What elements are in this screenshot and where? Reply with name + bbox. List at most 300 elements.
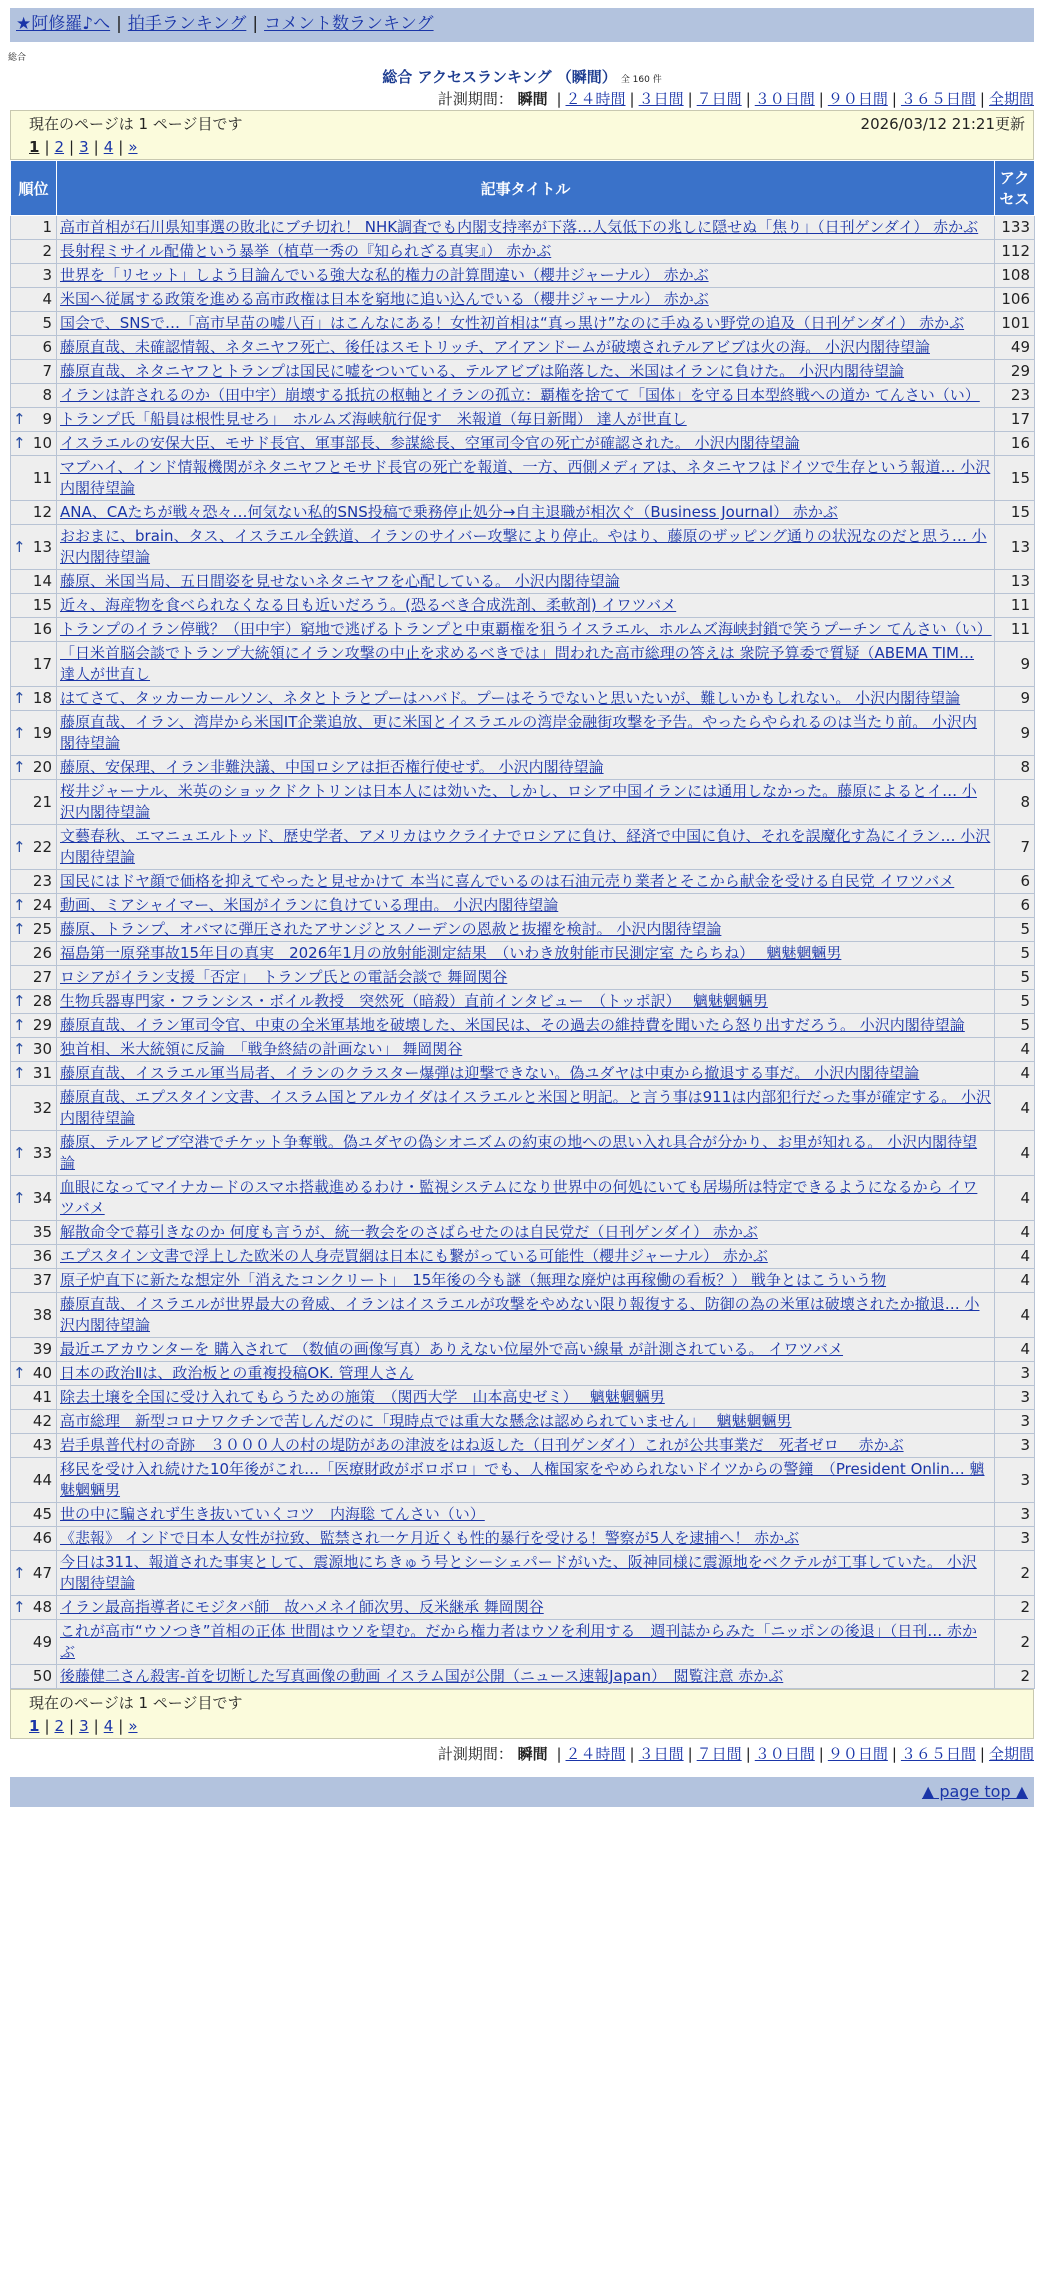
article-link[interactable]: 岩手県普代村の奇跡 ３０００人の村の堤防があの津波をはね返した（日刊ゲンダイ）これが公共事業だ 死者ゼロ 赤かぶ bbox=[60, 1436, 904, 1454]
access-count: 4 bbox=[995, 1293, 1035, 1338]
article-link[interactable]: 桜井ジャーナル、米英のショックドクトリンは日本人には効いた、しかし、ロシア中国イランには通用しなかった。藤原によるとイ… 小沢内閣待望論 bbox=[60, 782, 977, 821]
title-cell bbox=[57, 894, 995, 918]
period-selector-bottom bbox=[10, 1743, 1034, 1765]
access-header: アクセス bbox=[995, 161, 1035, 216]
title-cell bbox=[57, 570, 995, 594]
rank-number: 1 bbox=[42, 218, 52, 236]
separator: | bbox=[93, 138, 99, 156]
rank-cell bbox=[11, 1620, 57, 1665]
table-row bbox=[11, 456, 1035, 501]
table-row bbox=[11, 1434, 1035, 1458]
article-link[interactable]: 高市首相が石川県知事選の敗北にブチ切れ！ NHK調査でも内閣支持率が下落…人気低下の兆しに隠せぬ「焦り」（日刊ゲンダイ） 赤かぶ bbox=[60, 218, 979, 236]
separator: | bbox=[44, 1717, 50, 1735]
article-link[interactable]: 藤原直哉、ネタニヤフとトランプは国民に嘘をついている、テルアビブは陥落した、米国はイランに負けた。 小沢内閣待望論 bbox=[60, 362, 905, 380]
rank-cell bbox=[11, 240, 57, 264]
article-link[interactable]: イランは許されるのか（田中宇）崩壊する抵抗の枢軸とイランの孤立：覇権を捨てて「国体」を守る日本型終戦への道か てんさい（い） bbox=[60, 386, 980, 404]
page-link[interactable]: 3 bbox=[79, 1717, 89, 1735]
access-count: 4 bbox=[995, 1245, 1035, 1269]
access-count: 4 bbox=[995, 1062, 1035, 1086]
access-count: 4 bbox=[995, 1338, 1035, 1362]
separator: | bbox=[93, 1717, 99, 1735]
table-row bbox=[11, 1620, 1035, 1665]
rank-number: 17 bbox=[32, 654, 52, 673]
access-count: 5 bbox=[995, 1014, 1035, 1038]
table-row bbox=[11, 288, 1035, 312]
article-link[interactable]: 藤原直哉、イスラエル軍当局者、イランのクラスター爆弾は迎撃できない。偽ユダヤは中東から撤退する事だ。 小沢内閣待望論 bbox=[60, 1064, 920, 1082]
access-count: 8 bbox=[995, 780, 1035, 825]
article-link[interactable]: 除去土壌を全国に受け入れてもらうための施策 （関西大学 山本高史ゼミ） 魑魅魍魎男 bbox=[60, 1388, 665, 1406]
rank-number: 32 bbox=[32, 1098, 52, 1117]
article-link[interactable]: 《悲報》 インドで日本人女性が拉致、監禁され一ケ月近くも性的暴行を受ける！警察が5人を逮捕へ！ 赤かぶ bbox=[60, 1529, 800, 1547]
rank-number: 43 bbox=[32, 1436, 52, 1454]
rank-cell bbox=[11, 687, 57, 711]
title-cell bbox=[57, 360, 995, 384]
access-count: 6 bbox=[995, 870, 1035, 894]
title-cell bbox=[57, 408, 995, 432]
rank-number: 22 bbox=[32, 837, 52, 856]
period-current: 瞬間 bbox=[517, 1745, 548, 1763]
article-link[interactable]: 藤原、トランプ、オバマに弾圧されたアサンジとスノーデンの恩赦と抜擢を検討。 小沢内閣待望論 bbox=[60, 920, 722, 938]
separator: | bbox=[818, 1745, 824, 1763]
table-row bbox=[11, 216, 1035, 240]
title-cell bbox=[57, 336, 995, 360]
period-option-link[interactable]: ３６５日間 bbox=[900, 90, 976, 108]
rank-cell bbox=[11, 870, 57, 894]
period-option-link[interactable]: ３６５日間 bbox=[900, 1745, 976, 1763]
rank-number: 7 bbox=[42, 362, 52, 380]
access-count: 101 bbox=[995, 312, 1035, 336]
rank-number: 21 bbox=[32, 792, 52, 811]
rank-cell bbox=[11, 711, 57, 756]
title-cell bbox=[57, 1362, 995, 1386]
article-link[interactable]: 近々、海産物を食べられなくなる日も近いだろう。(恐るべき合成洗剤、柔軟剤) イワツバメ bbox=[60, 596, 677, 614]
table-row bbox=[11, 1338, 1035, 1362]
access-count: 9 bbox=[995, 642, 1035, 687]
table-row bbox=[11, 408, 1035, 432]
article-link[interactable]: 文藝春秋、エマニュエルトッド、歴史学者、アメリカはウクライナでロシアに負け、経済で中国に負け、それを誤魔化す為にイラン… 小沢内閣待望論 bbox=[60, 827, 991, 866]
rank-number: 2 bbox=[42, 242, 52, 260]
access-count: 9 bbox=[995, 687, 1035, 711]
rank-cell bbox=[11, 780, 57, 825]
table-row bbox=[11, 1086, 1035, 1131]
table-row bbox=[11, 1551, 1035, 1596]
rank-up-arrow-icon: ↑ bbox=[13, 1188, 26, 1207]
clap-ranking-link[interactable]: 拍手ランキング bbox=[127, 14, 247, 34]
page-current[interactable]: 1 bbox=[29, 1717, 40, 1735]
article-link[interactable]: エプスタイン文書で浮上した欧米の人身売買網は日本にも繋がっている可能性（櫻井ジャーナル） 赤かぶ bbox=[60, 1247, 768, 1265]
pagination-top bbox=[10, 110, 1034, 160]
table-row bbox=[11, 336, 1035, 360]
article-link[interactable]: 移民を受け入れ続けた10年後がこれ…「医療財政がボロボロ」でも、人権国家をやめられないドイツからの警鐘 （President Onlin… 魑魅魍魎男 bbox=[60, 1460, 985, 1499]
separator: | bbox=[69, 1717, 75, 1735]
title-cell bbox=[57, 1014, 995, 1038]
article-link[interactable]: 国会で、SNSで…「高市早苗の嘘八百」はこんなにある！女性初首相は“真っ黒け”なのに手ぬるい野党の追及（日刊ゲンダイ） 赤かぶ bbox=[60, 314, 965, 332]
title-cell bbox=[57, 525, 995, 570]
rank-cell bbox=[11, 1665, 57, 1689]
rank-cell bbox=[11, 1362, 57, 1386]
table-row bbox=[11, 894, 1035, 918]
rank-cell bbox=[11, 1410, 57, 1434]
rank-up-arrow-icon: ↑ bbox=[13, 1040, 26, 1058]
rank-up-arrow-icon: ↑ bbox=[13, 1364, 26, 1382]
article-link[interactable]: イスラエルの安保大臣、モサド長官、軍事部長、参謀総長、空軍司令官の死亡が確認された。 小沢内閣待望論 bbox=[60, 434, 800, 452]
ranking-heading bbox=[0, 66, 1044, 88]
rank-up-arrow-icon: ↑ bbox=[13, 896, 26, 914]
rank-number: 35 bbox=[32, 1223, 52, 1241]
rank-number: 8 bbox=[42, 386, 52, 404]
rank-number: 41 bbox=[32, 1388, 52, 1406]
article-link[interactable]: 生物兵器専門家・フランシス・ボイル教授 突然死（暗殺）直前インタビュー （トッポ訳） 魑魅魍魎男 bbox=[60, 992, 768, 1010]
next-page-link[interactable]: » bbox=[128, 1717, 138, 1735]
table-row bbox=[11, 1062, 1035, 1086]
table-row bbox=[11, 1527, 1035, 1551]
separator: | bbox=[118, 1717, 124, 1735]
access-count: 4 bbox=[995, 1269, 1035, 1293]
rank-cell bbox=[11, 1458, 57, 1503]
period-option-link[interactable]: ３日間 bbox=[638, 90, 684, 108]
period-option-link[interactable]: ７日間 bbox=[696, 90, 742, 108]
access-count: 3 bbox=[995, 1434, 1035, 1458]
title-cell bbox=[57, 1434, 995, 1458]
article-link[interactable]: 「日米首脳会談でトランプ大統領にイラン攻撃の中止を求めるべきでは」問われた高市総理の答えは 衆院予算委で質疑（ABEMA TIM… 達人が世直し bbox=[60, 644, 975, 683]
article-link[interactable]: おおまに、brain、タス、イスラエル全鉄道、イランのサイバー攻撃により停止。やはり、藤原のザッピング通りの状況なのだと思う… 小沢内閣待望論 bbox=[60, 527, 987, 566]
rank-number: 13 bbox=[32, 537, 52, 556]
rank-cell bbox=[11, 288, 57, 312]
rank-cell bbox=[11, 825, 57, 870]
title-cell bbox=[57, 966, 995, 990]
table-row bbox=[11, 1596, 1035, 1620]
rank-header: 順位 bbox=[11, 161, 57, 216]
article-link[interactable]: 今日は311、報道された事実として、震源地にちきゅう号とシーシェパードがいた、阪神同様に震源地をベクテルが工事していた。 小沢内閣待望論 bbox=[60, 1553, 977, 1592]
rank-number: 31 bbox=[32, 1064, 52, 1082]
title-cell bbox=[57, 1620, 995, 1665]
footer-bar bbox=[10, 1777, 1034, 1807]
rank-cell bbox=[11, 456, 57, 501]
title-header: 記事タイトル bbox=[57, 161, 995, 216]
access-count: 3 bbox=[995, 1410, 1035, 1434]
article-link[interactable]: 動画、ミアシャイマー、米国がイランに負けている理由。 小沢内閣待望論 bbox=[60, 896, 559, 914]
period-option-link[interactable]: ３日間 bbox=[638, 1745, 684, 1763]
rank-number: 47 bbox=[32, 1563, 52, 1582]
page-link[interactable]: 4 bbox=[103, 138, 114, 156]
article-link[interactable]: 世の中に騙されず生き抜いていくコツ 内海聡 てんさい（い） bbox=[60, 1505, 485, 1523]
table-row bbox=[11, 990, 1035, 1014]
access-count: 5 bbox=[995, 990, 1035, 1014]
title-cell bbox=[57, 1221, 995, 1245]
title-cell bbox=[57, 1410, 995, 1434]
access-count: 3 bbox=[995, 1527, 1035, 1551]
table-row bbox=[11, 264, 1035, 288]
article-link[interactable]: 藤原直哉、エプスタイン文書、イスラム国とアルカイダはイスラエルと米国と明記。と言う事は911は内部犯行だった事が確定する。 小沢内閣待望論 bbox=[60, 1088, 992, 1127]
article-link[interactable]: 世界を「リセット」しよう目論んでいる強大な私的権力の計算間違い（櫻井ジャーナル） 赤かぶ bbox=[60, 266, 709, 284]
access-count: 106 bbox=[995, 288, 1035, 312]
period-option-link[interactable]: ２４時間 bbox=[565, 1745, 626, 1763]
table-row bbox=[11, 384, 1035, 408]
page-link[interactable]: 3 bbox=[79, 138, 89, 156]
table-row bbox=[11, 1458, 1035, 1503]
article-link[interactable]: マブハイ、インド情報機関がネタニヤフとモサド長官の死亡を報道、一方、西側メディアは、ネタニヤフはドイツで生存という報道… 小沢内閣待望論 bbox=[60, 458, 991, 497]
rank-up-arrow-icon: ↑ bbox=[13, 1598, 26, 1616]
article-link[interactable]: 藤原、安保理、イラン非難決議、中国ロシアは拒否権行使せず。 小沢内閣待望論 bbox=[60, 758, 604, 776]
rank-number: 4 bbox=[42, 290, 52, 308]
rank-cell bbox=[11, 942, 57, 966]
access-count: 16 bbox=[995, 432, 1035, 456]
title-cell bbox=[57, 756, 995, 780]
rank-up-arrow-icon: ↑ bbox=[13, 1016, 26, 1034]
article-link[interactable]: ロシアがイラン支援「否定」 トランプ氏との電話会談で 舞岡関谷 bbox=[60, 968, 508, 986]
rank-cell bbox=[11, 216, 57, 240]
access-count: 2 bbox=[995, 1665, 1035, 1689]
access-count: 7 bbox=[995, 825, 1035, 870]
access-count: 2 bbox=[995, 1551, 1035, 1596]
article-link[interactable]: 藤原直哉、イラン、湾岸から米国IT企業追放、更に米国とイスラエルの湾岸金融街攻撃を予告。やったらやられるのは当たり前。 小沢内閣待望論 bbox=[60, 713, 978, 752]
rank-cell bbox=[11, 1551, 57, 1596]
rank-number: 18 bbox=[32, 689, 52, 707]
rank-number: 33 bbox=[32, 1143, 52, 1162]
article-link[interactable]: トランプのイラン停戦？（田中宇）窮地で逃げるトランプと中東覇権を狙うイスラエル、ホルムズ海峡封鎖で笑うプーチン てんさい（い） bbox=[60, 620, 992, 638]
rank-cell bbox=[11, 894, 57, 918]
period-option-link[interactable]: ３０日間 bbox=[754, 1745, 815, 1763]
access-count: 13 bbox=[995, 525, 1035, 570]
total-count: 全 160 件 bbox=[620, 75, 662, 85]
article-link[interactable]: 藤原、米国当局、五日間姿を見せないネタニヤフを心配している。 小沢内閣待望論 bbox=[60, 572, 620, 590]
rank-number: 30 bbox=[32, 1040, 52, 1058]
title-cell bbox=[57, 780, 995, 825]
article-link[interactable]: 独首相、米大統領に反論 「戦争終結の計画ない」 舞岡関谷 bbox=[60, 1040, 463, 1058]
rank-number: 27 bbox=[32, 968, 52, 986]
table-row bbox=[11, 594, 1035, 618]
period-option-link[interactable]: ９０日間 bbox=[827, 1745, 888, 1763]
rank-number: 29 bbox=[32, 1016, 52, 1034]
rank-number: 14 bbox=[32, 572, 52, 590]
home-link[interactable]: ★阿修羅♪へ bbox=[16, 14, 111, 34]
title-cell bbox=[57, 1503, 995, 1527]
rank-number: 36 bbox=[32, 1247, 52, 1265]
article-link[interactable]: 藤原直哉、イスラエルが世界最大の脅威、イランはイスラエルが攻撃をやめない限り報復する、防御の為の米軍は破壊されたか撤退… 小沢内閣待望論 bbox=[60, 1295, 980, 1334]
article-link[interactable]: イラン最高指導者にモジタバ師 故ハメネイ師次男、反米継承 舞岡関谷 bbox=[60, 1598, 544, 1616]
rank-up-arrow-icon: ↑ bbox=[13, 723, 26, 742]
rank-number: 5 bbox=[42, 314, 52, 332]
title-cell bbox=[57, 1665, 995, 1689]
rank-cell bbox=[11, 1503, 57, 1527]
table-header-row bbox=[11, 161, 1035, 216]
title-cell bbox=[57, 1086, 995, 1131]
article-link[interactable]: はてさて、タッカーカールソン、ネタとトラとプーはハバド。プーはそうでないと思いたいが、難しいかもしれない。 小沢内閣待望論 bbox=[60, 689, 961, 707]
separator: | bbox=[556, 1745, 562, 1763]
rank-cell bbox=[11, 525, 57, 570]
separator: | bbox=[687, 90, 693, 108]
access-count: 15 bbox=[995, 501, 1035, 525]
page-link[interactable]: 4 bbox=[103, 1717, 114, 1735]
article-link[interactable]: 日本の政治Ⅱは、政治板との重複投稿OK. 管理人さん bbox=[60, 1364, 414, 1382]
article-link[interactable]: 高市総理 新型コロナワクチンで苦しんだのに「現時点では重大な懸念は認められていません」 魑魅魍魎男 bbox=[60, 1412, 792, 1430]
table-row bbox=[11, 918, 1035, 942]
access-count: 11 bbox=[995, 618, 1035, 642]
rank-number: 6 bbox=[42, 338, 52, 356]
rank-cell bbox=[11, 360, 57, 384]
period-option-link[interactable]: ３０日間 bbox=[754, 90, 815, 108]
separator: | bbox=[118, 138, 124, 156]
next-page-link[interactable]: » bbox=[128, 138, 138, 156]
access-count: 3 bbox=[995, 1386, 1035, 1410]
title-cell bbox=[57, 618, 995, 642]
rank-number: 50 bbox=[32, 1667, 52, 1685]
access-count: 4 bbox=[995, 1131, 1035, 1176]
separator: | bbox=[891, 1745, 897, 1763]
rank-up-arrow-icon: ↑ bbox=[13, 920, 26, 938]
rank-cell bbox=[11, 1131, 57, 1176]
access-count: 4 bbox=[995, 1221, 1035, 1245]
title-cell bbox=[57, 1551, 995, 1596]
title-cell bbox=[57, 264, 995, 288]
rank-up-arrow-icon: ↑ bbox=[13, 758, 26, 776]
access-count: 5 bbox=[995, 918, 1035, 942]
table-row bbox=[11, 1410, 1035, 1434]
rank-number: 12 bbox=[32, 503, 52, 521]
separator: | bbox=[116, 14, 122, 34]
rank-cell bbox=[11, 1293, 57, 1338]
table-row bbox=[11, 240, 1035, 264]
rank-number: 45 bbox=[32, 1505, 52, 1523]
period-option-link[interactable]: ９０日間 bbox=[827, 90, 888, 108]
title-cell bbox=[57, 1245, 995, 1269]
article-link[interactable]: 最近エアカウンターを 購入されて （数値の画像写真）ありえない位屋外で高い線量 が計測されている。 イワツバメ bbox=[60, 1340, 844, 1358]
access-count: 5 bbox=[995, 942, 1035, 966]
article-link[interactable]: 国民にはドヤ顔で価格を抑えてやったと見せかけて 本当に喜んでいるのは石油元売り業者とそこから献金を受ける自民党 イワツバメ bbox=[60, 872, 955, 890]
access-count: 29 bbox=[995, 360, 1035, 384]
rank-number: 3 bbox=[42, 266, 52, 284]
rank-cell bbox=[11, 1176, 57, 1221]
access-count: 112 bbox=[995, 240, 1035, 264]
title-cell bbox=[57, 942, 995, 966]
access-count: 4 bbox=[995, 1176, 1035, 1221]
rank-number: 26 bbox=[32, 944, 52, 962]
rank-up-arrow-icon: ↑ bbox=[13, 1563, 26, 1582]
rank-number: 20 bbox=[32, 758, 52, 776]
period-option-link[interactable]: ２４時間 bbox=[565, 90, 626, 108]
separator: | bbox=[979, 90, 985, 108]
separator: | bbox=[818, 90, 824, 108]
article-link[interactable]: 藤原、テルアビブ空港でチケット争奪戦。偽ユダヤの偽シオニズムの約束の地への思い入れ具合が分かり、お里が知れる。 小沢内閣待望論 bbox=[60, 1133, 978, 1172]
rank-number: 48 bbox=[32, 1598, 52, 1616]
table-row bbox=[11, 312, 1035, 336]
ranking-table bbox=[10, 160, 1035, 1689]
rank-cell bbox=[11, 384, 57, 408]
rank-number: 11 bbox=[32, 468, 52, 487]
rank-cell bbox=[11, 1038, 57, 1062]
rank-cell bbox=[11, 264, 57, 288]
period-label: 計測期間： bbox=[437, 1745, 513, 1763]
access-count: 6 bbox=[995, 894, 1035, 918]
article-link[interactable]: 藤原直哉、イラン軍司令官、中東の全米軍基地を破壊した、米国民は、その過去の維持費を聞いたら怒り出すだろう。 小沢内閣待望論 bbox=[60, 1016, 965, 1034]
separator: | bbox=[629, 1745, 635, 1763]
separator: | bbox=[745, 1745, 751, 1763]
table-row bbox=[11, 966, 1035, 990]
page-link[interactable]: 2 bbox=[54, 138, 65, 156]
access-count: 4 bbox=[995, 1038, 1035, 1062]
title-cell bbox=[57, 1131, 995, 1176]
title-cell bbox=[57, 1458, 995, 1503]
table-row bbox=[11, 525, 1035, 570]
article-link[interactable]: 解散命令で幕引きなのか 何度も言うが、統一教会をのさばらせたのは自民党だ（日刊ゲンダイ） 赤かぶ bbox=[60, 1223, 758, 1241]
rank-cell bbox=[11, 1245, 57, 1269]
title-cell bbox=[57, 642, 995, 687]
rank-number: 42 bbox=[32, 1412, 52, 1430]
article-link[interactable]: これが高市“ウソつき”首相の正体 世間はウソを望む。だから権力者はウソを利用する 週刊誌からみた「ニッポンの後退」（日刊… 赤かぶ bbox=[60, 1622, 977, 1661]
title-cell bbox=[57, 687, 995, 711]
access-count: 11 bbox=[995, 594, 1035, 618]
comment-ranking-link[interactable]: コメント数ランキング bbox=[264, 14, 434, 34]
access-count: 4 bbox=[995, 1086, 1035, 1131]
pagination-bottom bbox=[10, 1689, 1034, 1739]
rank-up-arrow-icon: ↑ bbox=[13, 689, 26, 707]
rank-number: 38 bbox=[32, 1305, 52, 1324]
table-row bbox=[11, 1503, 1035, 1527]
rank-cell bbox=[11, 501, 57, 525]
title-cell bbox=[57, 1293, 995, 1338]
article-link[interactable]: 藤原直哉、未確認情報、ネタニヤフ死亡、後任はスモトリッチ、アイアンドームが破壊されテルアビブは火の海。 小沢内閣待望論 bbox=[60, 338, 930, 356]
access-count: 49 bbox=[995, 336, 1035, 360]
table-row bbox=[11, 642, 1035, 687]
period-option-link[interactable]: 全期間 bbox=[988, 90, 1034, 108]
access-count: 8 bbox=[995, 756, 1035, 780]
article-link[interactable]: 福島第一原発事故15年目の真実 2026年1月の放射能測定結果 （いわき放射能市民測定室 たらちね） 魑魅魍魎男 bbox=[60, 944, 842, 962]
page-current[interactable]: 1 bbox=[29, 138, 40, 156]
article-link[interactable]: トランプ氏「船員は根性見せろ」 ホルムズ海峡航行促す 米報道（毎日新聞） 達人が世直し bbox=[60, 410, 687, 428]
rank-cell bbox=[11, 918, 57, 942]
access-count: 9 bbox=[995, 711, 1035, 756]
article-link[interactable]: ANA、CAたちが戦々恐々…何気ない私的SNS投稿で乗務停止処分→自主退職が相次ぐ（Business Journal） 赤かぶ bbox=[60, 503, 838, 521]
access-count: 23 bbox=[995, 384, 1035, 408]
period-option-link[interactable]: 全期間 bbox=[988, 1745, 1034, 1763]
access-count: 5 bbox=[995, 966, 1035, 990]
page-link[interactable]: 2 bbox=[54, 1717, 65, 1735]
page-top-link[interactable]: ▲ page top ▲ bbox=[921, 1782, 1028, 1801]
title-cell bbox=[57, 216, 995, 240]
separator: | bbox=[252, 14, 259, 34]
rank-up-arrow-icon: ↑ bbox=[13, 410, 26, 428]
title-cell bbox=[57, 432, 995, 456]
table-row bbox=[11, 432, 1035, 456]
article-link[interactable]: 原子炉直下に新たな想定外「消えたコンクリート」 15年後の今も謎（無理な廃炉は再稼働の看板？） 戦争とはこういう物 bbox=[60, 1271, 887, 1289]
period-current: 瞬間 bbox=[517, 90, 548, 108]
period-label: 計測期間： bbox=[437, 90, 513, 108]
rank-cell bbox=[11, 594, 57, 618]
rank-number: 24 bbox=[32, 896, 52, 914]
separator: | bbox=[745, 90, 751, 108]
rank-number: 39 bbox=[32, 1340, 52, 1358]
rank-cell bbox=[11, 990, 57, 1014]
article-link[interactable]: 長射程ミサイル配備という暴挙（植草一秀の『知られざる真実』） 赤かぶ bbox=[60, 242, 552, 260]
table-row bbox=[11, 1221, 1035, 1245]
table-row bbox=[11, 1386, 1035, 1410]
article-link[interactable]: 血眼になってマイナカードのスマホ搭載進めるわけ・監視システムになり世界中の何処にいても居場所は特定できるようになるから イワツバメ bbox=[60, 1178, 978, 1217]
period-option-link[interactable]: ７日間 bbox=[696, 1745, 742, 1763]
rank-number: 10 bbox=[32, 434, 52, 452]
title-cell bbox=[57, 1269, 995, 1293]
access-count: 3 bbox=[995, 1458, 1035, 1503]
title-cell bbox=[57, 918, 995, 942]
access-count: 133 bbox=[995, 216, 1035, 240]
rank-number: 46 bbox=[32, 1529, 52, 1547]
rank-cell bbox=[11, 570, 57, 594]
separator: | bbox=[44, 138, 50, 156]
table-row bbox=[11, 570, 1035, 594]
article-link[interactable]: 米国へ従属する政策を進める高市政権は日本を窮地に追い込んでいる（櫻井ジャーナル） 赤かぶ bbox=[60, 290, 709, 308]
article-link[interactable]: 後藤健二さん殺害-首を切断した写真画像の動画 イスラム国が公開（ニュース速報Japan） 閲覧注意 赤かぶ bbox=[60, 1667, 784, 1685]
title-cell bbox=[57, 1038, 995, 1062]
table-row bbox=[11, 1293, 1035, 1338]
